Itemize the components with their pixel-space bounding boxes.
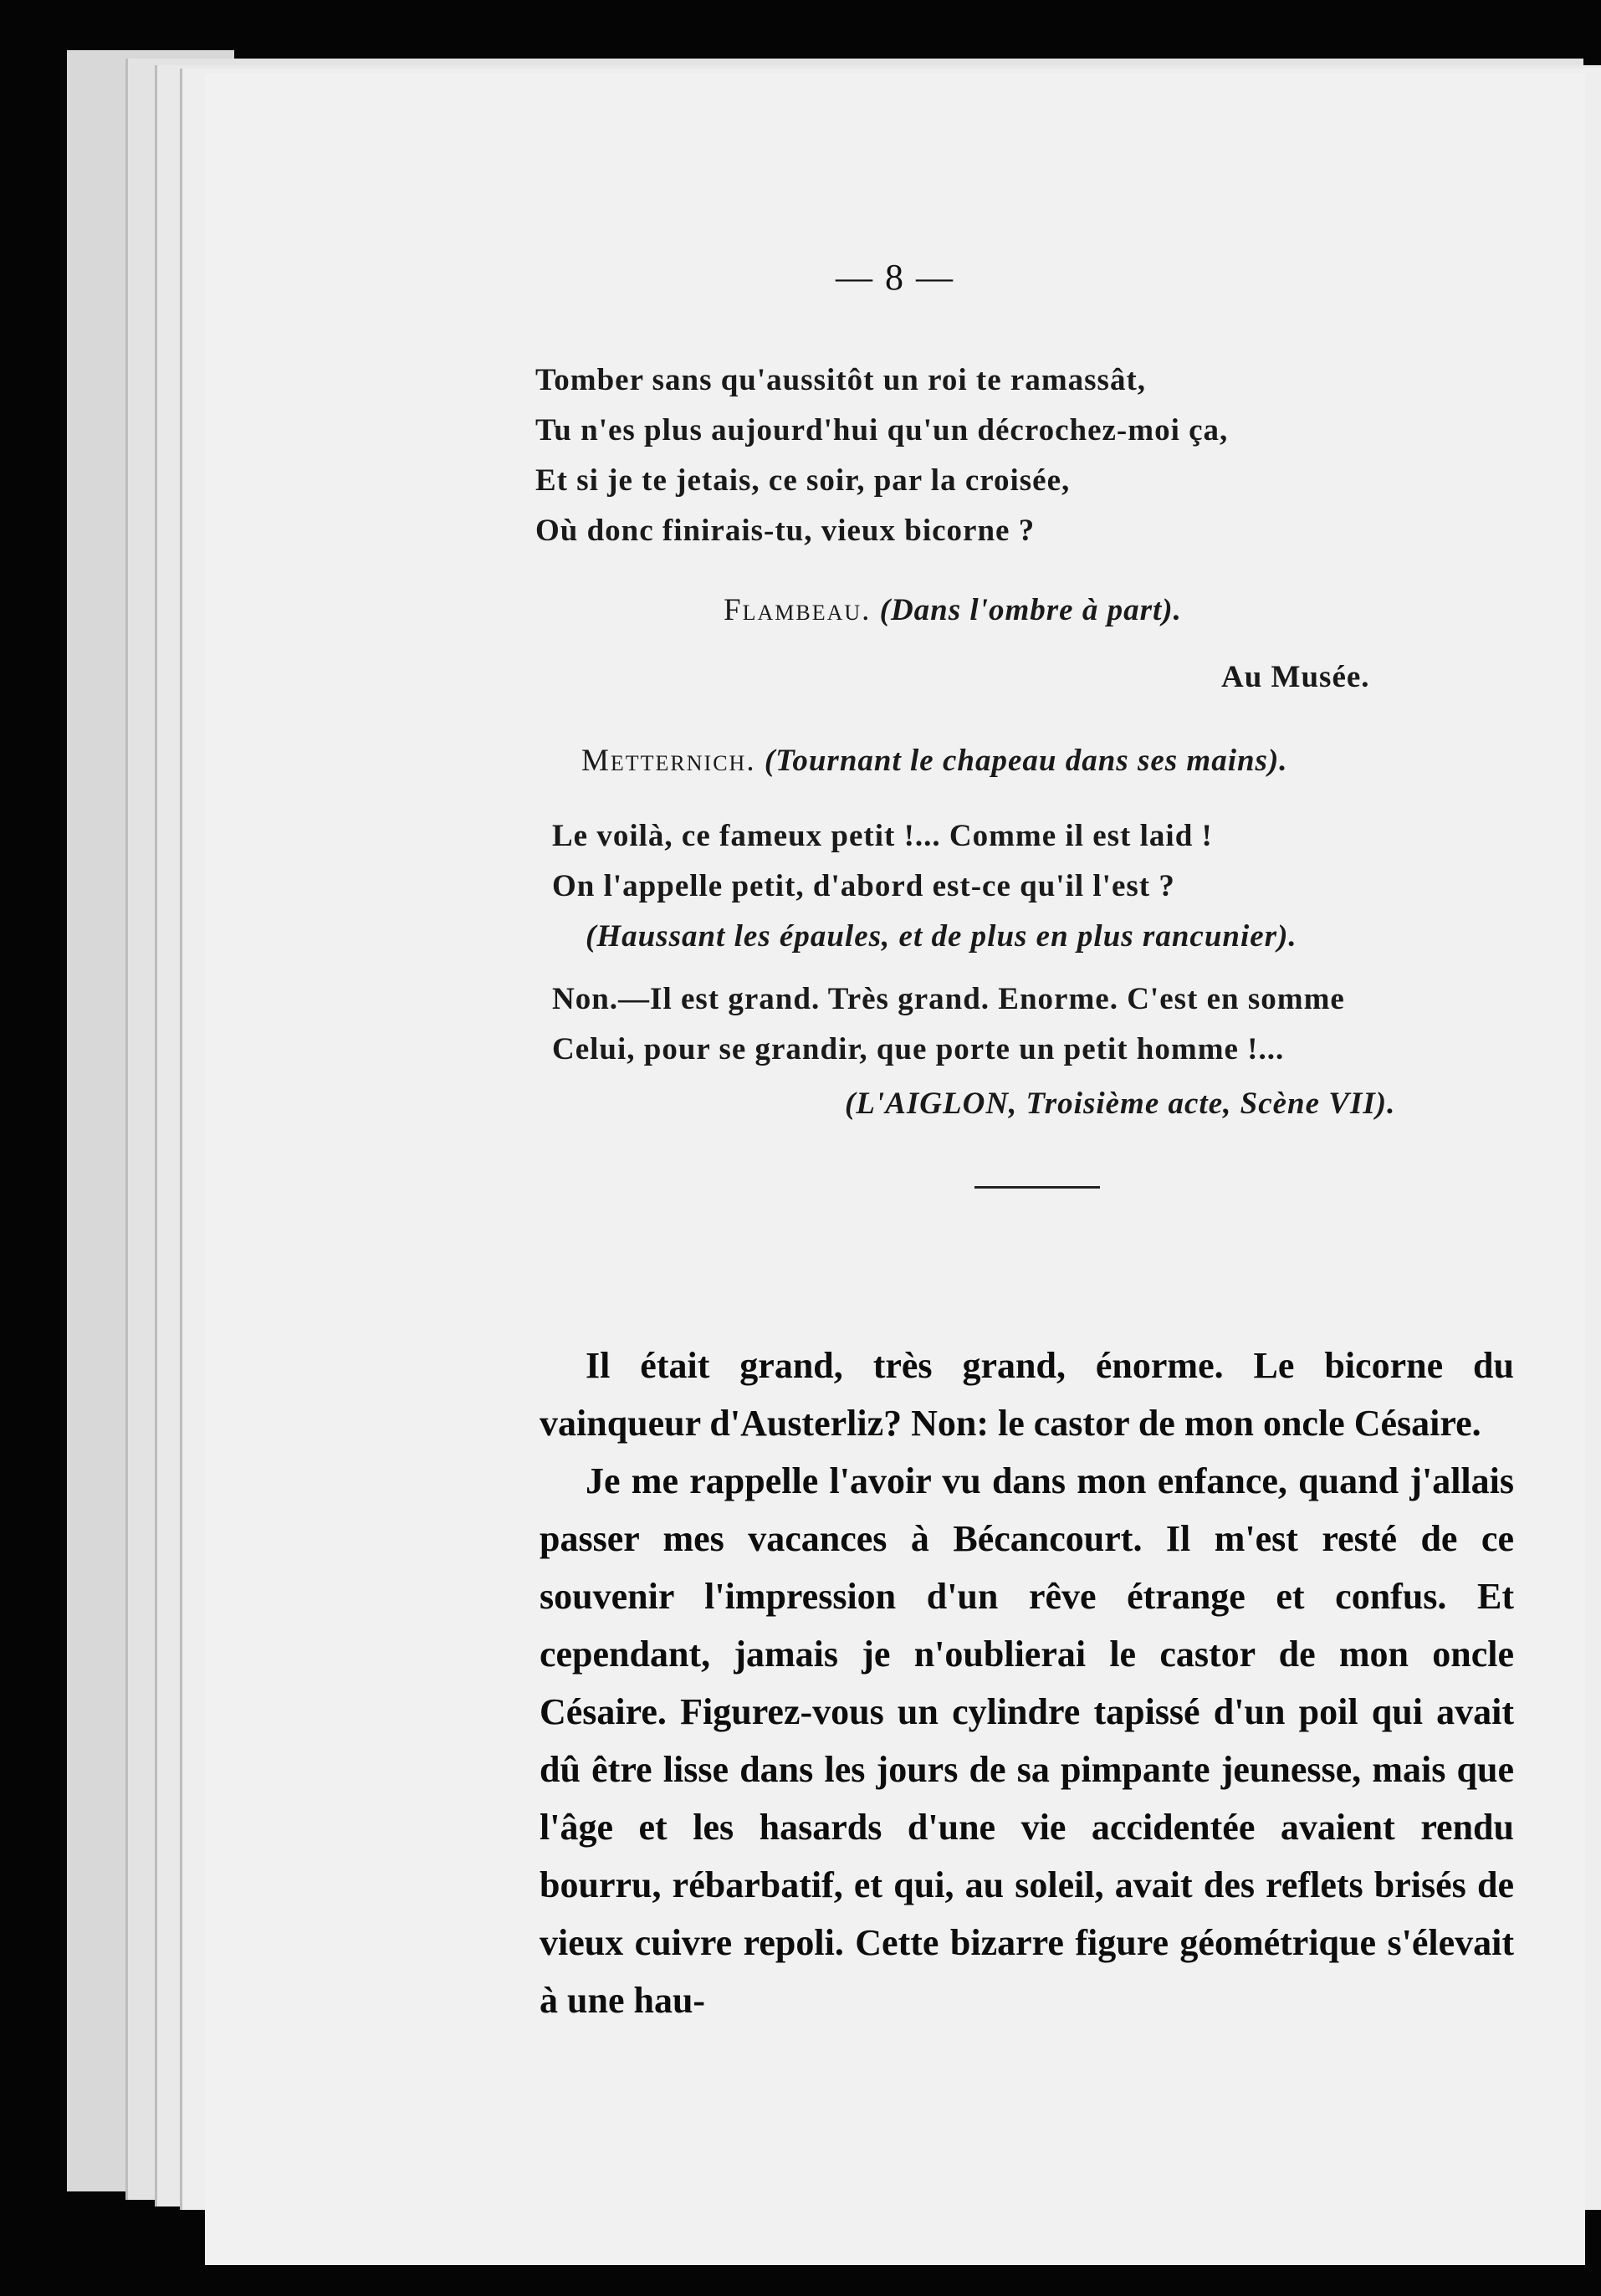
verse-line: Tomber sans qu'aussitôt un roi te ramassât,: [535, 363, 1147, 397]
stage-direction: (Tournant le chapeau dans ses mains).: [764, 744, 1288, 778]
stage-direction: (Haussant les épaules, et de plus en plus rancunier).: [586, 919, 1297, 954]
verse-line: Celui, pour se grandir, que porte un petit homme !...: [552, 1032, 1285, 1066]
speaker-line-metternich: [581, 743, 1288, 779]
speaker-name: Flambeau.: [724, 593, 872, 627]
verse-line: Et si je te jetais, ce soir, par la croisée,: [535, 463, 1071, 498]
page-number: — 8 —: [836, 257, 954, 298]
speaker-line-flambeau: [724, 592, 1182, 628]
paragraph: Je me rappelle l'avoir vu dans mon enfance, quand j'allais passer mes vacances à Bécancourt. Il m'est resté de ce souvenir l'impression d'un rêve étrange et confus. Et cependant, jamais je n'oublierai le castor de mon oncle Césaire. Figurez-vous un cylindre tapissé d'un poil qui avait dû être lisse dans les jours de sa pimpante jeunesse, mais que l'âge et les hasards d'une vie accidentée avaient rendu bourru, rébarbatif, et qui, au soleil, avait des reflets brisés de vieux cuivre repoli. Cette bizarre figure géométrique s'élevait à une hau-: [540, 1460, 1514, 2021]
verse-line: Où donc finirais-tu, vieux bicorne ?: [535, 514, 1036, 548]
book-page: [205, 74, 1585, 2265]
citation: (L'AIGLON, Troisième acte, Scène VII).: [845, 1087, 1396, 1121]
paragraph: Il était grand, très grand, énorme. Le bicorne du vainqueur d'Austerliz? Non: le castor de mon oncle Césaire.: [540, 1345, 1514, 1444]
stage-direction: (Dans l'ombre à part).: [879, 593, 1182, 627]
verse-line: Tu n'es plus aujourd'hui qu'un décrochez-moi ça,: [535, 413, 1229, 447]
verse-line: Le voilà, ce fameux petit !... Comme il est laid !: [552, 819, 1213, 853]
prose-body: [540, 1337, 1514, 2029]
verse-line: Au Musée.: [1221, 660, 1370, 694]
speaker-name: Metternich.: [581, 744, 756, 778]
separator-rule: [974, 1186, 1100, 1189]
verse-line: Non.—Il est grand. Très grand. Enorme. C'est en somme: [552, 982, 1345, 1016]
verse-line: On l'appelle petit, d'abord est-ce qu'il l'est ?: [552, 869, 1175, 903]
